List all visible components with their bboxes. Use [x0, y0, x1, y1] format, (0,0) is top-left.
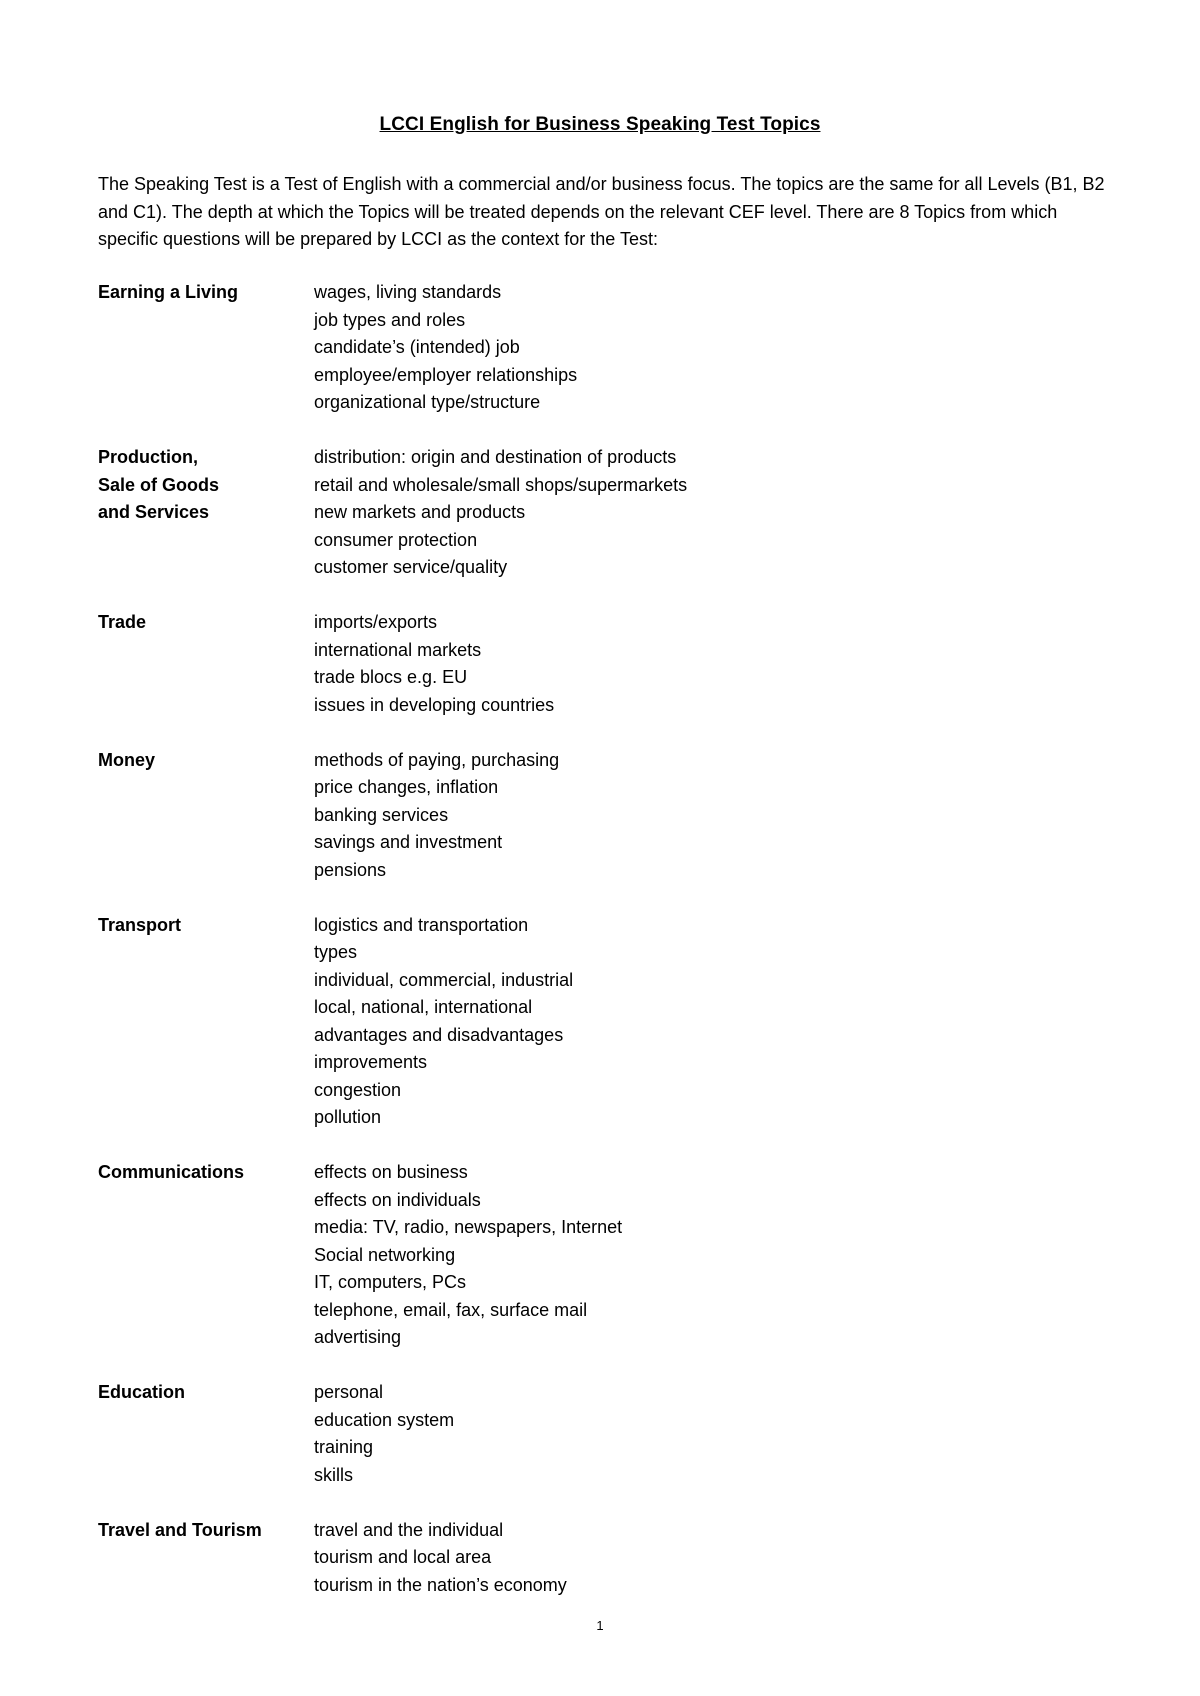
subtopic-item: issues in developing countries — [314, 694, 555, 715]
subtopic-item: pollution — [314, 1107, 382, 1127]
subtopic-item: price changes, inflation — [314, 777, 499, 797]
subtopic-item: IT, computers, PCs — [314, 1272, 467, 1292]
subtopic-item: effects on individuals — [314, 1189, 481, 1210]
topic-heading — [98, 747, 314, 885]
topic-row — [98, 1159, 1108, 1352]
subtopic-item: job types and roles — [314, 309, 466, 330]
subtopic-item: tourism in the nation’s economy — [314, 1574, 567, 1595]
subtopic-list — [314, 609, 1108, 719]
topic-heading — [98, 912, 314, 1132]
topic-heading — [98, 1159, 314, 1352]
subtopic-item: effects on business — [314, 1162, 468, 1182]
topic-heading-line: Transport — [98, 914, 182, 935]
topic-heading-line: Education — [98, 1382, 186, 1402]
subtopic-item: consumer protection — [314, 529, 478, 550]
topic-heading-line: and Services — [98, 502, 210, 522]
subtopic-item: improvements — [314, 1052, 428, 1072]
subtopic-item: travel and the individual — [314, 1519, 504, 1540]
intro-paragraph: The Speaking Test is a Test of English with a commercial and/or business focus. The topics are the same for all Levels (B1, B2 and C1). The depth at which the Topics will be treated depends on the relevant CEF level. There are 8 Topics from which specific questions will be prepared by LCCI as the context for the Test: — [98, 174, 1105, 249]
subtopic-item: media: TV, radio, newspapers, Internet — [314, 1217, 623, 1237]
topic-row — [98, 444, 1108, 582]
topic-row — [98, 609, 1108, 719]
topic-row — [98, 1379, 1108, 1489]
subtopic-list — [314, 912, 1108, 1132]
page-number: 1 — [596, 1618, 604, 1633]
topic-heading-line: Trade — [98, 612, 147, 632]
subtopic-list — [314, 1379, 1108, 1489]
subtopic-item: education system — [314, 1409, 455, 1430]
subtopic-item: training — [314, 1437, 374, 1457]
subtopic-item: telephone, email, fax, surface mail — [314, 1299, 588, 1320]
subtopic-item: individual, commercial, industrial — [314, 969, 574, 990]
subtopic-list — [314, 1159, 1108, 1352]
subtopic-list — [314, 279, 1108, 417]
subtopic-item: Social networking — [314, 1244, 456, 1265]
subtopic-item: logistics and transportation — [314, 914, 529, 935]
subtopic-item: local, national, international — [314, 997, 533, 1017]
topic-row — [98, 747, 1108, 885]
subtopic-item: international markets — [314, 639, 482, 660]
topic-heading — [98, 1379, 314, 1489]
subtopic-item: savings and investment — [314, 832, 503, 852]
subtopic-item: types — [314, 942, 358, 962]
subtopic-item: customer service/quality — [314, 557, 508, 577]
topic-heading-line: Money — [98, 749, 156, 770]
subtopic-item: methods of paying, purchasing — [314, 749, 560, 770]
subtopic-item: retail and wholesale/small shops/supermarkets — [314, 474, 688, 495]
topic-row — [98, 279, 1108, 417]
subtopic-item: banking services — [314, 804, 449, 825]
subtopic-item: wages, living standards — [314, 282, 502, 302]
topic-list — [98, 279, 1108, 1627]
topic-heading-line: Earning a Living — [98, 282, 239, 302]
subtopic-item: candidate’s (intended) job — [314, 337, 520, 357]
topic-heading — [98, 609, 314, 719]
topic-heading-line: Sale of Goods — [98, 474, 220, 495]
subtopic-item: new markets and products — [314, 502, 526, 522]
topic-heading-line: Travel and Tourism — [98, 1519, 262, 1540]
topic-heading — [98, 444, 314, 582]
topic-heading-line: Communications — [98, 1162, 245, 1182]
subtopic-item: imports/exports — [314, 612, 438, 632]
subtopic-item: employee/employer relationships — [314, 364, 578, 385]
topic-row — [98, 912, 1108, 1132]
subtopic-item: congestion — [314, 1079, 402, 1100]
subtopic-list — [314, 1517, 1108, 1600]
topic-heading — [98, 1517, 314, 1600]
subtopic-item: personal — [314, 1382, 384, 1402]
subtopic-item: organizational type/structure — [314, 392, 541, 412]
document-title: LCCI English for Business Speaking Test Topics — [379, 114, 821, 135]
subtopic-item: pensions — [314, 859, 387, 880]
topic-row — [98, 1517, 1108, 1600]
subtopic-item: skills — [314, 1464, 353, 1485]
subtopic-item: trade blocs e.g. EU — [314, 667, 468, 687]
topic-heading-line: Production, — [98, 447, 198, 467]
subtopic-item: tourism and local area — [314, 1547, 492, 1567]
subtopic-item: advertising — [314, 1327, 402, 1347]
subtopic-item: advantages and disadvantages — [314, 1024, 564, 1045]
subtopic-list — [314, 444, 1108, 582]
subtopic-list — [314, 747, 1108, 885]
subtopic-item: distribution: origin and destination of products — [314, 447, 677, 467]
topic-heading — [98, 279, 314, 417]
